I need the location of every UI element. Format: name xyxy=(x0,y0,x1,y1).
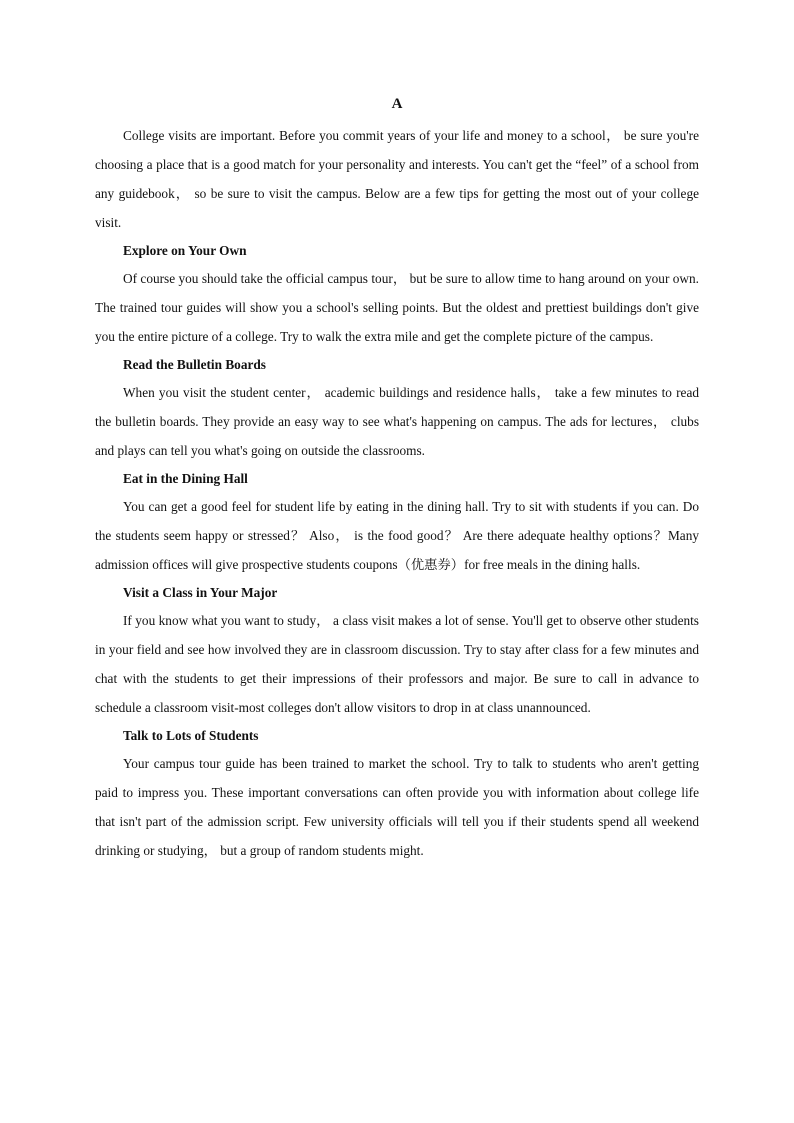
passage-title: A xyxy=(391,96,403,112)
section-paragraph-students: Your campus tour guide has been trained to market the school. Try to talk to students who aren't getting paid to impress you. These important conversations can often provide you with information about college life that isn't part of the admission script. Few university officials will tell you if their students spend all weekend drinking or studying， but a group of random students might. xyxy=(95,756,699,858)
section-paragraph-class: If you know what you want to study， a class visit makes a lot of sense. You'll get to observe other students in your field and see how involved they are in classroom discussion. Try to stay after class for a few minutes and chat with the students to get their impressions of their professors and major. Be sure to call in advance to schedule a classroom visit-most colleges don't allow visitors to drop in at class unannounced. xyxy=(95,613,699,715)
section-heading-explore: Explore on Your Own xyxy=(123,243,247,258)
section-paragraph-dining: You can get a good feel for student life by eating in the dining hall. Try to sit with students if you can. Do the students seem happy or stressed？ Also， is the food good？ Are there adequate healthy options？Many admission offices will give prospective students coupons（优惠券）for free meals in the dining halls. xyxy=(95,499,699,572)
section-heading-bulletin: Read the Bulletin Boards xyxy=(123,357,266,372)
intro-paragraph: College visits are important. Before you commit years of your life and money to a school， be sure you're choosing a place that is a good match for your personality and interests. You can't get the “feel” of a school from any guidebook， so be sure to visit the campus. Below are a few tips for getting the most out of your college visit. xyxy=(95,128,699,230)
section-heading-students: Talk to Lots of Students xyxy=(123,728,259,743)
document-page xyxy=(95,93,699,865)
section-heading-dining: Eat in the Dining Hall xyxy=(123,471,248,486)
section-heading-class: Visit a Class in Your Major xyxy=(123,585,278,600)
section-paragraph-bulletin: When you visit the student center， academic buildings and residence halls， take a few minutes to read the bulletin boards. They provide an easy way to see what's happening on campus. The ads for lectures， clubs and plays can tell you what's going on outside the classrooms. xyxy=(95,385,699,458)
section-paragraph-explore: Of course you should take the official campus tour， but be sure to allow time to hang around on your own. The trained tour guides will show you a school's selling points. But the oldest and prettiest buildings don't give you the entire picture of a college. Try to walk the extra mile and get the complete picture of the campus. xyxy=(95,271,699,344)
